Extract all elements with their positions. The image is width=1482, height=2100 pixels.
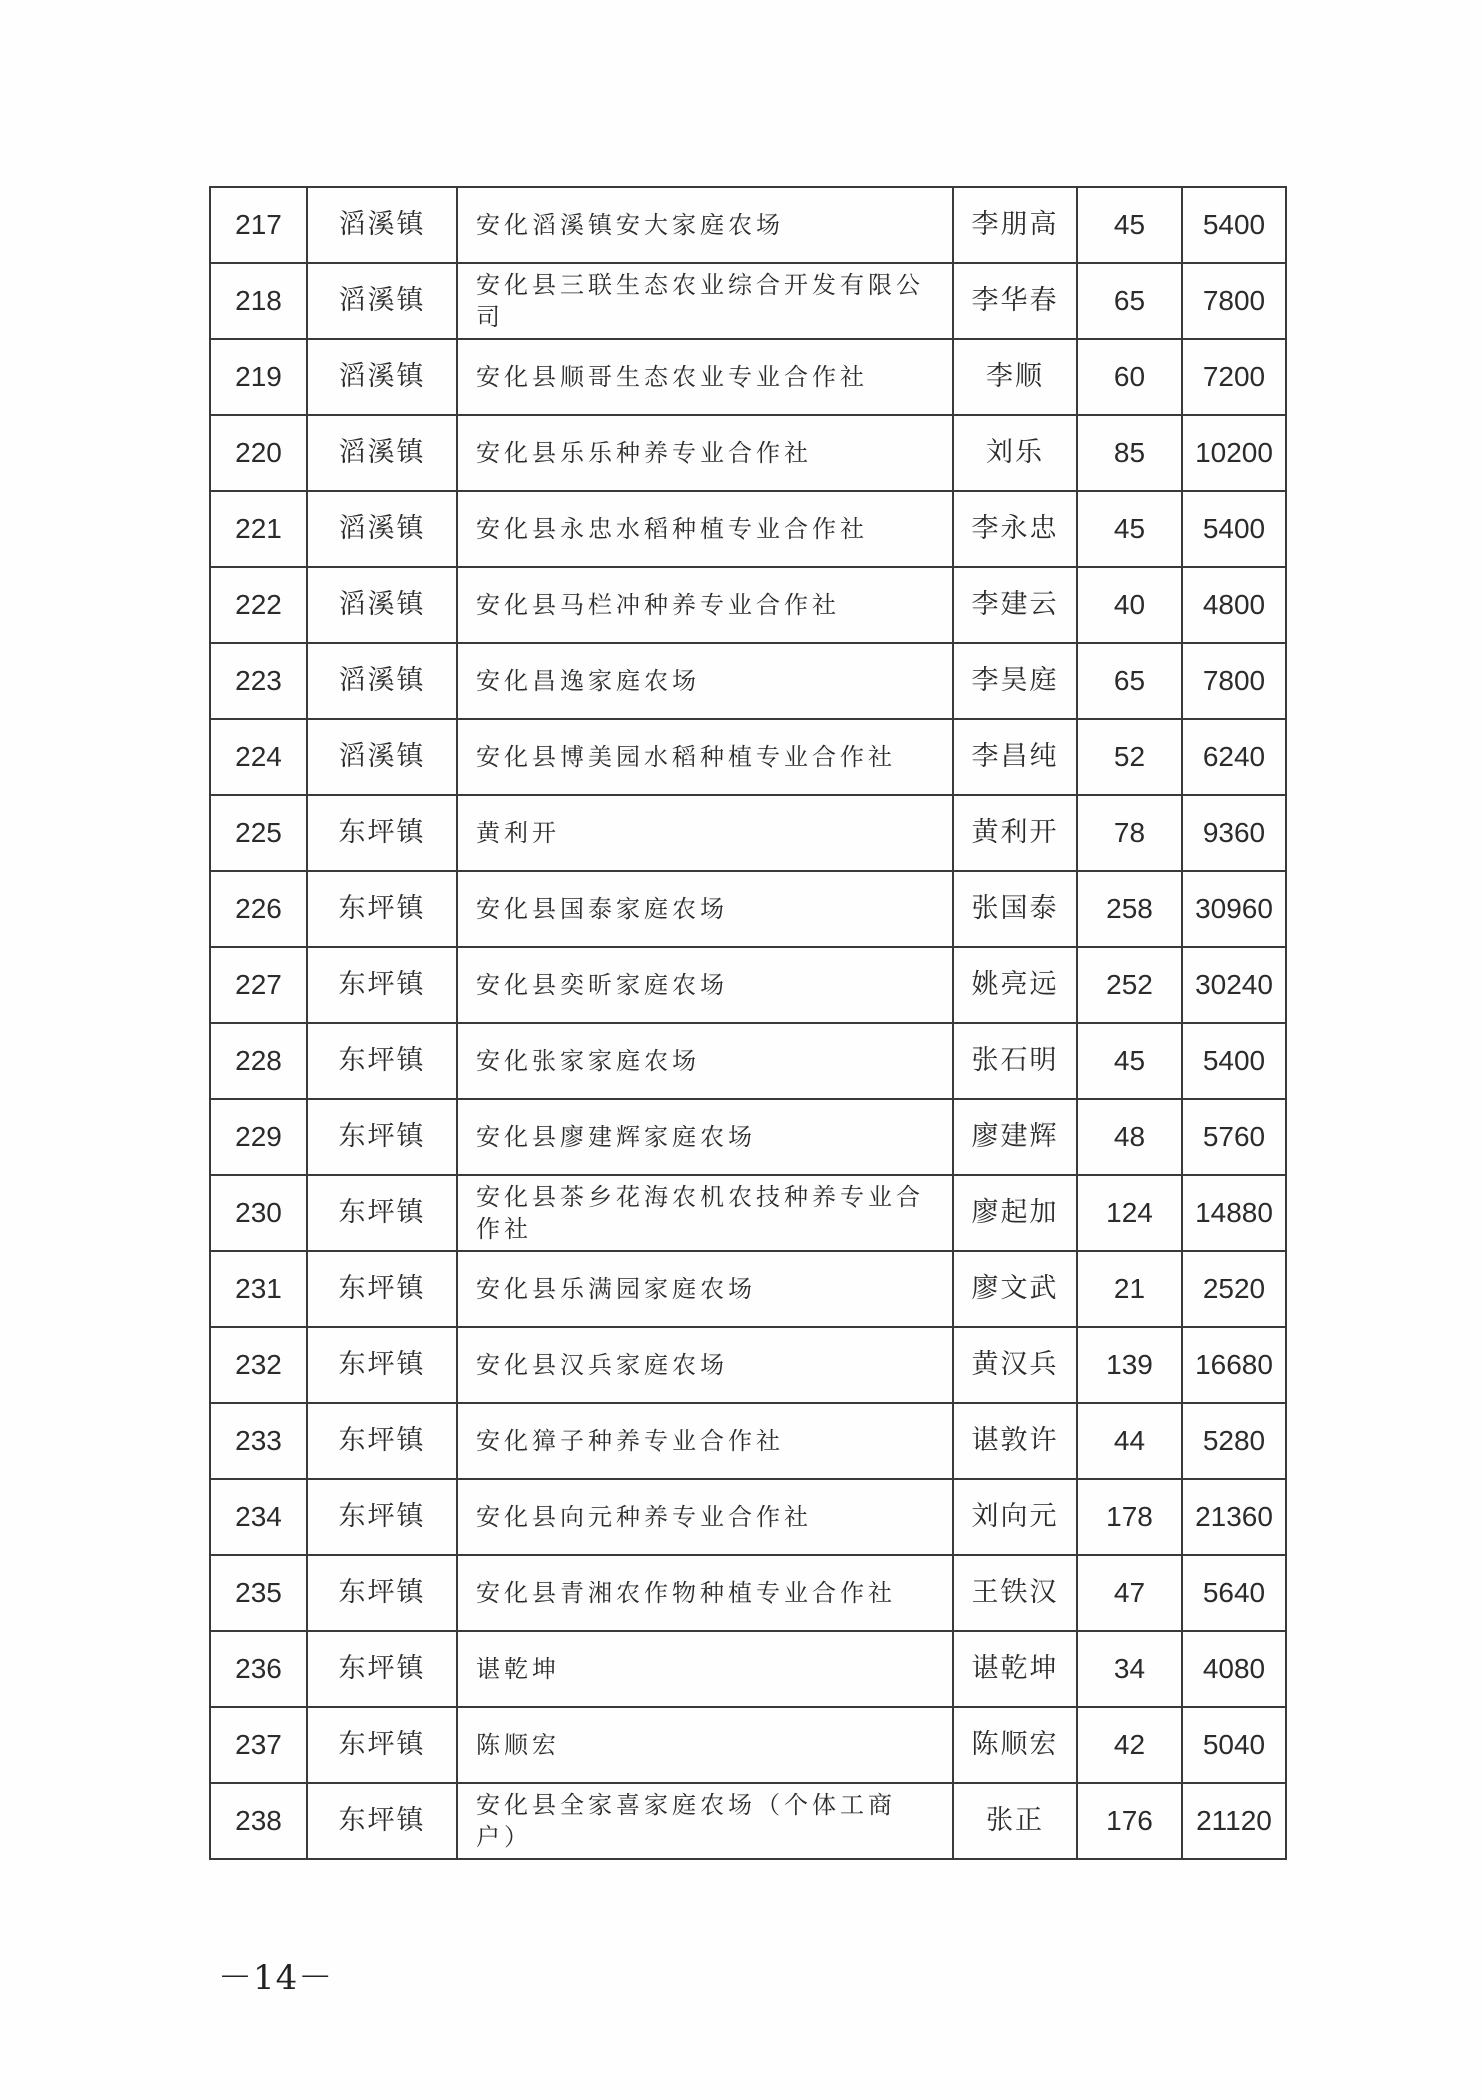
- table-row: [210, 415, 1286, 491]
- table-body: [210, 187, 1286, 1859]
- cell-town: 东坪镇: [307, 871, 457, 947]
- cell-area: 65: [1077, 643, 1182, 719]
- cell-person: 谌乾坤: [953, 1631, 1077, 1707]
- table-row: [210, 871, 1286, 947]
- cell-area: 139: [1077, 1327, 1182, 1403]
- cell-entity-name: 安化县汉兵家庭农场: [457, 1327, 953, 1403]
- cell-number: 218: [210, 263, 307, 339]
- cell-area: 52: [1077, 719, 1182, 795]
- table-row: [210, 795, 1286, 871]
- cell-area: 178: [1077, 1479, 1182, 1555]
- cell-amount: 9360: [1182, 795, 1286, 871]
- cell-entity-name: 黄利开: [457, 795, 953, 871]
- cell-number: 235: [210, 1555, 307, 1631]
- table-row: [210, 1175, 1286, 1251]
- cell-town: 滔溪镇: [307, 415, 457, 491]
- cell-town: 东坪镇: [307, 1023, 457, 1099]
- cell-person: 张石明: [953, 1023, 1077, 1099]
- cell-number: 221: [210, 491, 307, 567]
- cell-area: 65: [1077, 263, 1182, 339]
- cell-town: 滔溪镇: [307, 567, 457, 643]
- cell-area: 78: [1077, 795, 1182, 871]
- table-row: [210, 263, 1286, 339]
- cell-person: 张国泰: [953, 871, 1077, 947]
- cell-amount: 7200: [1182, 339, 1286, 415]
- table-row: [210, 1403, 1286, 1479]
- cell-town: 东坪镇: [307, 1631, 457, 1707]
- cell-amount: 5280: [1182, 1403, 1286, 1479]
- cell-town: 滔溪镇: [307, 719, 457, 795]
- cell-entity-name: 安化县顺哥生态农业专业合作社: [457, 339, 953, 415]
- table-row: [210, 1099, 1286, 1175]
- cell-person: 张正: [953, 1783, 1077, 1859]
- cell-entity-name: 安化县茶乡花海农机农技种养专业合作社: [457, 1175, 953, 1251]
- cell-entity-name: 陈顺宏: [457, 1707, 953, 1783]
- subsidy-table: [209, 186, 1287, 1860]
- cell-entity-name: 安化县奕昕家庭农场: [457, 947, 953, 1023]
- cell-amount: 5640: [1182, 1555, 1286, 1631]
- cell-area: 42: [1077, 1707, 1182, 1783]
- cell-town: 滔溪镇: [307, 263, 457, 339]
- cell-person: 李昌纯: [953, 719, 1077, 795]
- table-row: [210, 1707, 1286, 1783]
- cell-number: 217: [210, 187, 307, 263]
- table-row: [210, 1327, 1286, 1403]
- cell-amount: 5400: [1182, 491, 1286, 567]
- cell-person: 廖文武: [953, 1251, 1077, 1327]
- table-row: [210, 1023, 1286, 1099]
- table-row: [210, 187, 1286, 263]
- table-row: [210, 567, 1286, 643]
- cell-amount: 7800: [1182, 263, 1286, 339]
- table-row: [210, 339, 1286, 415]
- cell-town: 东坪镇: [307, 947, 457, 1023]
- cell-area: 258: [1077, 871, 1182, 947]
- cell-area: 47: [1077, 1555, 1182, 1631]
- cell-number: 219: [210, 339, 307, 415]
- cell-number: 234: [210, 1479, 307, 1555]
- cell-town: 东坪镇: [307, 1251, 457, 1327]
- cell-number: 238: [210, 1783, 307, 1859]
- cell-person: 李顺: [953, 339, 1077, 415]
- cell-number: 228: [210, 1023, 307, 1099]
- cell-entity-name: 安化獐子种养专业合作社: [457, 1403, 953, 1479]
- cell-amount: 5760: [1182, 1099, 1286, 1175]
- cell-entity-name: 安化县博美园水稻种植专业合作社: [457, 719, 953, 795]
- cell-amount: 14880: [1182, 1175, 1286, 1251]
- table-row: [210, 1251, 1286, 1327]
- cell-town: 东坪镇: [307, 1099, 457, 1175]
- cell-town: 东坪镇: [307, 1403, 457, 1479]
- cell-person: 李建云: [953, 567, 1077, 643]
- cell-number: 226: [210, 871, 307, 947]
- table-row: [210, 491, 1286, 567]
- cell-amount: 4080: [1182, 1631, 1286, 1707]
- cell-person: 姚亮远: [953, 947, 1077, 1023]
- page-number: －14－: [218, 1958, 334, 1998]
- cell-amount: 21360: [1182, 1479, 1286, 1555]
- cell-amount: 7800: [1182, 643, 1286, 719]
- cell-number: 224: [210, 719, 307, 795]
- cell-town: 滔溪镇: [307, 491, 457, 567]
- cell-person: 刘向元: [953, 1479, 1077, 1555]
- cell-amount: 30240: [1182, 947, 1286, 1023]
- cell-town: 滔溪镇: [307, 643, 457, 719]
- cell-town: 东坪镇: [307, 1479, 457, 1555]
- table-row: [210, 1479, 1286, 1555]
- cell-entity-name: 安化张家家庭农场: [457, 1023, 953, 1099]
- cell-person: 廖建辉: [953, 1099, 1077, 1175]
- cell-amount: 5400: [1182, 187, 1286, 263]
- cell-person: 陈顺宏: [953, 1707, 1077, 1783]
- cell-area: 45: [1077, 491, 1182, 567]
- cell-person: 李永忠: [953, 491, 1077, 567]
- cell-number: 237: [210, 1707, 307, 1783]
- cell-person: 黄利开: [953, 795, 1077, 871]
- cell-area: 40: [1077, 567, 1182, 643]
- cell-entity-name: 安化县乐满园家庭农场: [457, 1251, 953, 1327]
- cell-person: 李昊庭: [953, 643, 1077, 719]
- table-row: [210, 1555, 1286, 1631]
- cell-number: 232: [210, 1327, 307, 1403]
- cell-number: 222: [210, 567, 307, 643]
- cell-area: 44: [1077, 1403, 1182, 1479]
- cell-person: 刘乐: [953, 415, 1077, 491]
- cell-person: 谌敦许: [953, 1403, 1077, 1479]
- cell-area: 21: [1077, 1251, 1182, 1327]
- cell-amount: 2520: [1182, 1251, 1286, 1327]
- cell-area: 124: [1077, 1175, 1182, 1251]
- cell-amount: 4800: [1182, 567, 1286, 643]
- cell-town: 东坪镇: [307, 1783, 457, 1859]
- cell-number: 233: [210, 1403, 307, 1479]
- cell-entity-name: 谌乾坤: [457, 1631, 953, 1707]
- cell-entity-name: 安化县廖建辉家庭农场: [457, 1099, 953, 1175]
- cell-area: 34: [1077, 1631, 1182, 1707]
- cell-town: 滔溪镇: [307, 187, 457, 263]
- table-row: [210, 1631, 1286, 1707]
- cell-number: 227: [210, 947, 307, 1023]
- cell-number: 225: [210, 795, 307, 871]
- cell-number: 231: [210, 1251, 307, 1327]
- cell-person: 李朋高: [953, 187, 1077, 263]
- cell-amount: 6240: [1182, 719, 1286, 795]
- cell-entity-name: 安化县马栏冲种养专业合作社: [457, 567, 953, 643]
- cell-area: 60: [1077, 339, 1182, 415]
- cell-town: 东坪镇: [307, 1555, 457, 1631]
- cell-amount: 16680: [1182, 1327, 1286, 1403]
- cell-person: 廖起加: [953, 1175, 1077, 1251]
- cell-area: 85: [1077, 415, 1182, 491]
- cell-amount: 5040: [1182, 1707, 1286, 1783]
- cell-number: 236: [210, 1631, 307, 1707]
- cell-entity-name: 安化县国泰家庭农场: [457, 871, 953, 947]
- cell-amount: 10200: [1182, 415, 1286, 491]
- table-row: [210, 719, 1286, 795]
- cell-amount: 5400: [1182, 1023, 1286, 1099]
- cell-entity-name: 安化县向元种养专业合作社: [457, 1479, 953, 1555]
- cell-entity-name: 安化县全家喜家庭农场（个体工商户）: [457, 1783, 953, 1859]
- cell-person: 黄汉兵: [953, 1327, 1077, 1403]
- cell-area: 45: [1077, 187, 1182, 263]
- cell-number: 229: [210, 1099, 307, 1175]
- cell-entity-name: 安化县三联生态农业综合开发有限公司: [457, 263, 953, 339]
- cell-amount: 30960: [1182, 871, 1286, 947]
- cell-area: 48: [1077, 1099, 1182, 1175]
- table-row: [210, 947, 1286, 1023]
- cell-area: 252: [1077, 947, 1182, 1023]
- cell-town: 东坪镇: [307, 1175, 457, 1251]
- cell-entity-name: 安化县乐乐种养专业合作社: [457, 415, 953, 491]
- cell-amount: 21120: [1182, 1783, 1286, 1859]
- cell-person: 王铁汉: [953, 1555, 1077, 1631]
- table-row: [210, 1783, 1286, 1859]
- cell-entity-name: 安化县永忠水稻种植专业合作社: [457, 491, 953, 567]
- cell-number: 230: [210, 1175, 307, 1251]
- cell-town: 东坪镇: [307, 1707, 457, 1783]
- cell-town: 东坪镇: [307, 1327, 457, 1403]
- cell-number: 220: [210, 415, 307, 491]
- cell-area: 176: [1077, 1783, 1182, 1859]
- table-row: [210, 643, 1286, 719]
- cell-town: 东坪镇: [307, 795, 457, 871]
- cell-number: 223: [210, 643, 307, 719]
- cell-entity-name: 安化滔溪镇安大家庭农场: [457, 187, 953, 263]
- cell-entity-name: 安化昌逸家庭农场: [457, 643, 953, 719]
- cell-person: 李华春: [953, 263, 1077, 339]
- cell-area: 45: [1077, 1023, 1182, 1099]
- cell-town: 滔溪镇: [307, 339, 457, 415]
- cell-entity-name: 安化县青湘农作物种植专业合作社: [457, 1555, 953, 1631]
